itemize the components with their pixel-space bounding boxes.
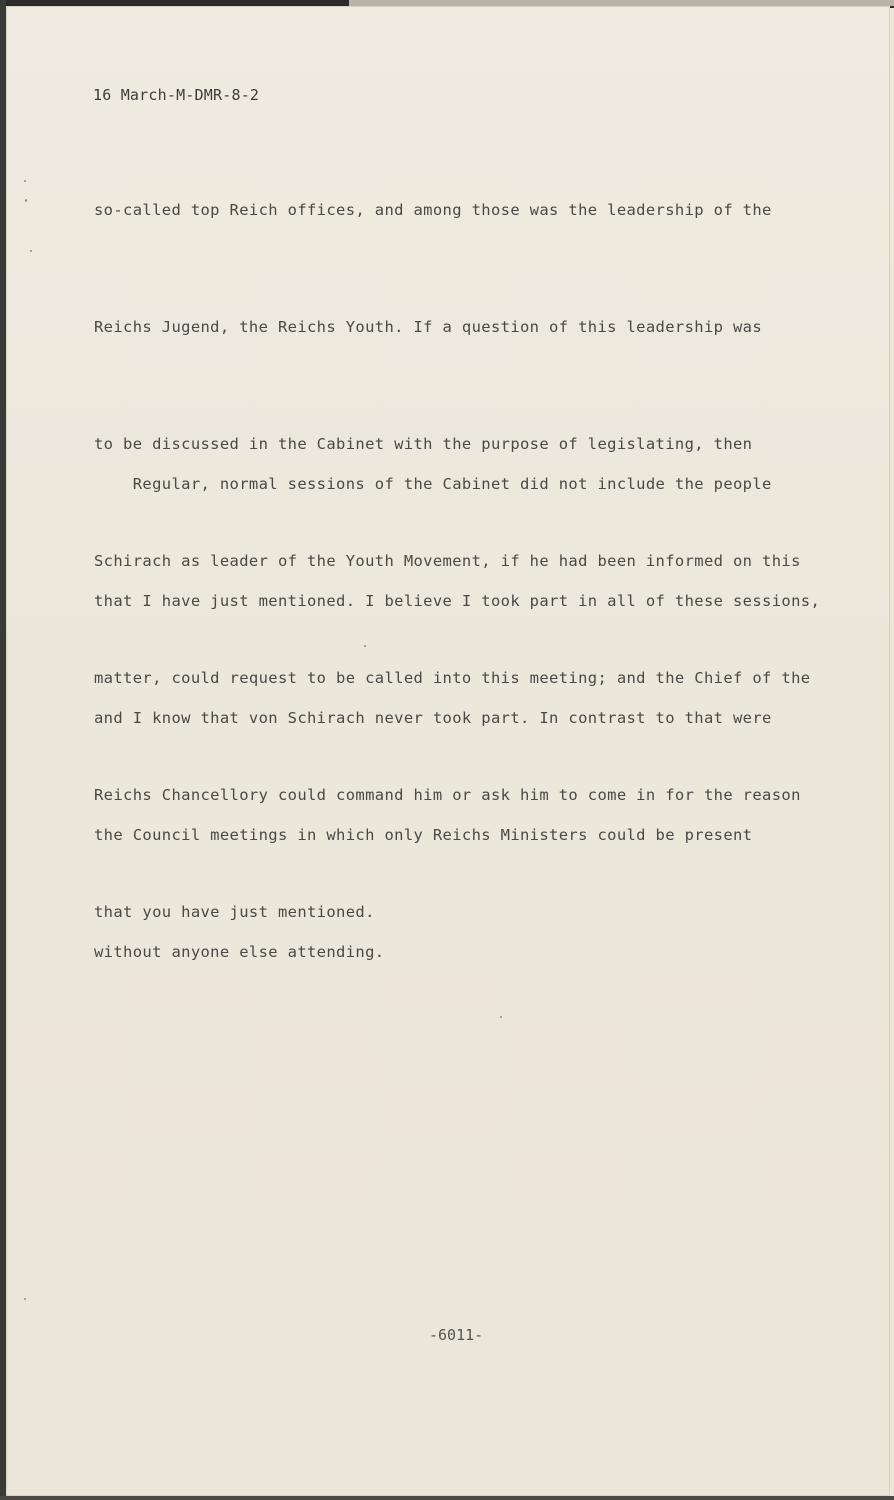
scan-speck [500, 1016, 502, 1018]
text-line: Reichs Jugend, the Reichs Youth. If a question of this leadership was [94, 318, 763, 336]
scan-speck [364, 645, 366, 647]
scan-speck [25, 199, 27, 202]
page-header: 16 March-M-DMR-8-2 [93, 86, 260, 104]
page-number: -6011- [429, 1326, 484, 1344]
text-line: the Council meetings in which only Reichs Ministers could be present [94, 826, 753, 844]
scan-bottom-edge [0, 1496, 894, 1500]
scan-speck [24, 1298, 26, 1300]
scan-speck [30, 250, 32, 252]
text-line: so-called top Reich offices, and among those was the leadership of the [94, 201, 772, 219]
text-line: without anyone else attending. [94, 943, 385, 961]
text-line: and I know that von Schirach never took part. In contrast to that were [94, 709, 772, 727]
paragraph-2 [94, 387, 820, 1011]
text-line: that you have just mentioned. [94, 903, 375, 921]
scan-speck [24, 180, 26, 182]
text-line: Reichs Chancellory could command him or ask him to come in for the reason [94, 786, 801, 804]
text-line: Schirach as leader of the Youth Movement, if he had been informed on this [94, 552, 801, 570]
text-line: Regular, normal sessions of the Cabinet did not include the people [94, 475, 772, 493]
text-line: that I have just mentioned. I believe I took part in all of these sessions, [94, 592, 821, 610]
text-line: to be discussed in the Cabinet with the purpose of legislating, then [94, 435, 753, 453]
text-line: matter, could request to be called into this meeting; and the Chief of the [94, 669, 811, 687]
